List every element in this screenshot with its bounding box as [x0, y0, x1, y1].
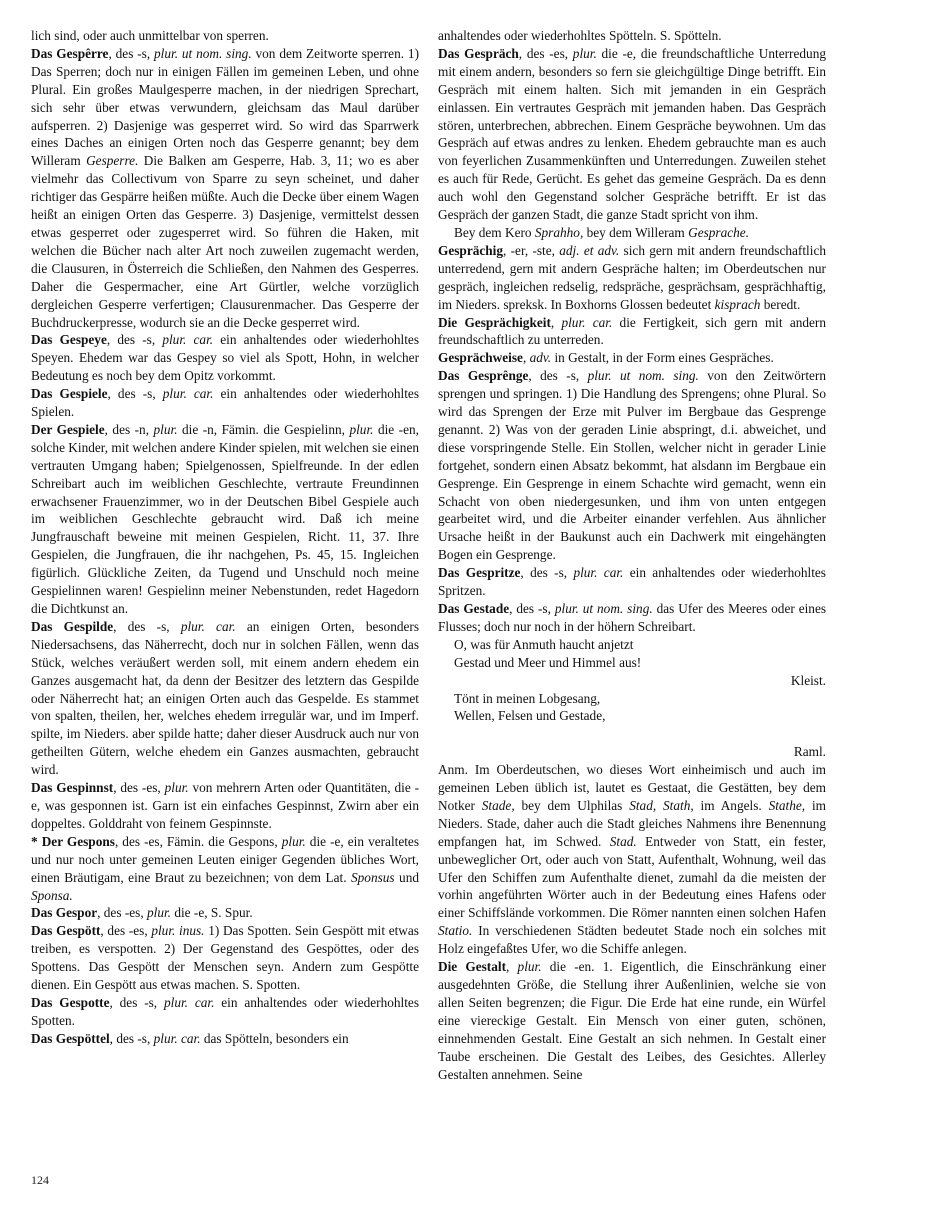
- entry-gespraechig: Gesprächig, -er, -ste, adj. et adv. sich gern mit andern freundschaftlich unterredend, gern mit andern Gespräche halten; im Oberdeutschen nur gespräch, ingleichen redselig, redspräche, gesprächsam, gesprächhaftig, im Nieders. spreksk. In Boxhorns Glossen bedeutet kisprach beredt.: [438, 242, 826, 312]
- entry-gespinnst: Das Gespinnst, des -es, plur. von mehrern Arten oder Quantitäten, die -e, was gesponnen ist. Garn ist ein einfaches Gespinnst, Zwirn aber ein doppeltes. Golddraht von feinem Gespinnste.: [31, 780, 419, 831]
- entry-gespeye: Das Gespeye, des -s, plur. car. ein anhaltendes oder wiederhohltes Speyen. Ehedem war das Gespey so viel als Spott, Hohn, in welcher Bedeutung es noch bey dem Opitz vorkommt.: [31, 332, 419, 384]
- entry-gespraechigkeit: Die Gesprächigkeit, plur. car. die Fertigkeit, sich gern mit andern freundschaftlich zu unterreden.: [438, 314, 826, 348]
- continued-text: lich sind, oder auch unmittelbar von sperren.: [31, 28, 269, 43]
- entry-gespiele-person: Der Gespiele, des -n, plur. die -n, Fämin. die Gespielinn, plur. die -en, solche Kinder, mit welchen andere Kinder spielen, mit welchen sie einen vertrauten Umgang haben; Spielgenossen, Spielfreunde. In der edlen Schreibart auch im weiblichen Geschlechte, vertraute Freundinnen erwachsener Frauenzimmer, wo in der Deutschen Bibel Gespiele auch im weiblichen Geschlechte gebraucht wird. Daß ich meine Jungfrauschaft beweine mit meinen Gespielen, Richt. 11, 37. Ihre Gespielen, die Jungfrauen, die ihr nachgehen, Ps. 45, 15. Ingleichen figürlich. Glückliche Zeiten, da Tugend und Unschuld noch meine Gespielinnen waren! Gespielinn meiner Nebenstunden, redet Hagedorn die Dichtkunst an.: [31, 421, 419, 616]
- entry-gestalt: Die Gestalt, plur. die -en. 1. Eigentlich, die Einschränkung einer ausgedehnten Größe, die Stellung ihrer Außenlinien, welche sie von allen Seiten begrenzen; die Figur. Die Erde hat eine runde, ein Würfel eine viereckige Gestalt. Ein Mensch von einer guten, schönen, einnehmenden Gestalt. Eine Gestalt an sich nehmen. In Gestalt einer Taube erscheinen. Die Gestalt des Leibes, des Gesichtes. Allerley Gestalten annehmen. Seine: [438, 959, 826, 1082]
- verse-line: Gestad und Meer und Himmel aus!: [454, 654, 642, 670]
- entry-gespraech: Das Gespräch, des -es, plur. die -e, die freundschaftliche Unterredung mit einem andern, besonders so fern sie gleichgültige Dinge betrifft. Ein Gespräch mit einem halten. Sich mit jemanden in ein Gespräch einlassen. Ein vertrautes Gespräch mit jemanden haben. Das Gespräch stören, unterbrechen, abbrechen. Einem Gespräche beywohnen. Um das Gespräch auf etwas andres zu lenken. Ehedem gebrauchte man es auch von feyerlichen Zusammenkünften und Unterredungen. Zuweilen stehet es auch für Rede, Gerücht. Es gehet das gemeine Gespräch. Da es denn auch wohl den Gegenstand solcher Gespräche betrifft. Er ist das Gespräch der ganzen Stadt, die ganze Stadt spricht von ihm.: [438, 45, 826, 223]
- headword: Das Gespilde: [31, 618, 114, 634]
- headword: Das Gespor: [31, 905, 98, 921]
- entry-gespoett: Das Gespött, des -es, plur. inus. 1) Das Spotten. Sein Gespött mit etwas treiben, es verspotten. 2) Der Gegenstand des Gespöttes, oder des Spottens. Das Gespött der Menschen seyn. Andern zum Gespötte dienen. Ein Gespött aus etwas machen. S. Spotten.: [31, 923, 419, 993]
- entry-gespons: * Der Gespons, des -es, Fämin. die Gespons, plur. die -e, ein veraltetes und nur noch unter gemeinen Leuten einiger Gegenden übliches Wort, einen Bräutigam, eine Braut zu bezeichnen; von dem Lat. Sponsus und Sponsa.: [31, 833, 419, 903]
- headword: Gesprächweise: [438, 350, 523, 366]
- headword: Die Gesprächigkeit: [438, 314, 551, 330]
- entry-gespoettel: Das Gespöttel, des -s, plur. car. das Spötteln, besonders ein: [31, 1030, 349, 1046]
- headword: Das Gespritze: [438, 565, 521, 581]
- headword: Das Gespräch: [438, 45, 519, 61]
- headword: Das Gespöttel: [31, 1030, 110, 1046]
- entry-gesprenge: Das Gesprênge, des -s, plur. ut nom. sing. von den Zeitwörtern sprengen und springen. 1) Die Handlung des Sprengens; ohne Plural. So wird das Sprengen der Erze mit Pulver im Bergbaue das Gesprenge genannt. 2) Was von der geraden Linie abspringt, d.i. abweichet, und diese vorspringende Stelle. Ein Stollen, welcher nicht in gerader Linie fortgehet, sondern einen Absatz bekommt, hat alsdann im Bergbaue ein Gesprenge. Ein Gesprenge in einem Schachte wird gemacht, wenn ein Schacht von oben niedergesunken, und ihm von unten entgegen gearbeitet wird, und die Arbeiter einander verfehlen. Aus ähnlicher Ursache heißt in der Baukunst auch ein Dachwerk mit eingehängten Bogen ein Gesprenge.: [438, 368, 826, 563]
- headword: Das Gespotte: [31, 994, 110, 1010]
- headword: Das Gespêrre: [31, 45, 109, 61]
- headword: Das Gespinnst: [31, 780, 114, 796]
- entry-gespor: Das Gespor, des -es, plur. die -e, S. Spur.: [31, 905, 253, 921]
- entry-gestade: Das Gestade, des -s, plur. ut nom. sing. das Ufer des Meeres oder eines Flusses; doch nur noch in der höhern Schreibart.: [438, 601, 826, 634]
- page-number: 124: [31, 1173, 49, 1187]
- quote-attribution: Kleist.: [790, 672, 826, 688]
- etymology-note: Bey dem Kero Sprahho, bey dem Willeram Gesprache.: [454, 224, 750, 240]
- verse-line: Tönt in meinen Lobgesang,: [454, 690, 601, 706]
- headword: Das Gespött: [31, 923, 101, 939]
- headword: * Der Gespons: [31, 833, 115, 849]
- headword: Die Gestalt: [438, 959, 507, 975]
- verse-line: Wellen, Felsen und Gestade,: [454, 708, 606, 724]
- entry-gespiele-spielen: Das Gespiele, des -s, plur. car. ein anhaltendes oder wiederhohltes Spielen.: [31, 386, 419, 420]
- headword: Das Gesprênge: [438, 368, 529, 384]
- headword: Das Gespiele: [31, 386, 108, 402]
- headword: Das Gestade: [438, 601, 510, 616]
- continued-text: anhaltendes oder wiederhohltes Spötteln. S. Spötteln.: [438, 28, 722, 43]
- headword: Das Gespeye: [31, 332, 107, 348]
- entry-gespraechweise: Gesprächweise, adv. in Gestalt, in der Form eines Gespräches.: [438, 350, 774, 366]
- quote-attribution: Raml.: [793, 744, 826, 760]
- right-column: [438, 27, 826, 1177]
- headword: Der Gespiele: [31, 421, 105, 437]
- verse-line: O, was für Anmuth haucht anjetzt: [454, 636, 634, 652]
- left-column: [31, 27, 419, 1177]
- entry-gespotte: Das Gespotte, des -s, plur. car. ein anhaltendes oder wiederhohltes Spotten.: [31, 994, 419, 1028]
- annotation: Anm. Im Oberdeutschen, wo dieses Wort einheimisch und auch im gemeinen Leben üblich ist, lautet es Gestaat, die Gestätten, bey dem Notker Stade, bey dem Ulphilas Stad, Stath, im Angels. Stathe, im Nieders. Stade, daher auch die Stadt gleiches Nahmens ihre Benennung empfangen hat, im Schwed. Stad. Entweder von Statt, ein fester, unbeweglicher Ort, oder auch von Statt, Aufenthalt, Wohnung, weil das Ufer den Schiffen zum Aufenthalte dienet, zumahl da die meisten der vorhin angeführten Wörter auch in der Bedeutung eines Hafens oder einer Schiffslände vorkommen. Die Römer nannten einen solchen Hafen Statio. In verschiedenen Städten bedeutet Stade noch ein solches mit Holz eingefaßtes Ufer, wo die Schiffe anlegen.: [438, 762, 826, 957]
- entry-gespritze: Das Gespritze, des -s, plur. car. ein anhaltendes oder wiederhohltes Spritzen.: [438, 565, 826, 599]
- entry-gesperre: Das Gespêrre, des -s, plur. ut nom. sing. von dem Zeitworte sperren. 1) Das Sperren; doch nur in einigen Fällen im gemeinen Leben, und ohne Plural. Ein großes Maulgesperre machen, in der niedrigen Sprechart, sich sehr über etwas verwundern, gleichsam das Maul darüber aufsperren. 2) Dasjenige was gesperret wird. So wird das Sparrwerk eines Daches an einigen Orten noch das Gesperre genannt; bey dem Willeram Gesperre. Die Balken am Gesperre, Hab. 3, 11; wo es aber vielmehr das Collectivum von Sparre zu seyn scheinet, und daher richtiger das Gespärre heißen müßte. Auch die Decke über einem Wagen heißt an einigen Orten das Gesperre. 3) Dasjenige, vermittelst dessen etwas gesperret oder zugesperret wird. So führen die Haken, mit welchen die Bücher nach alter Art noch zuweilen zugemacht werden, die Clausuren, in Österreich die Schließen, den Nahmen des Gesperres. Daher die Gespermacher, eine Art Gürtler, welche vorzüglich dergleichen Gesperre verfertigen; Clausurenmacher. Das Gesperre der Buchdruckerpresse, wodurch sie an die Decke gesperret wird.: [31, 45, 419, 330]
- spacer: [438, 725, 826, 743]
- entry-gespilde: Das Gespilde, des -s, plur. car. an einigen Orten, besonders Niedersachsens, das Näherrecht, doch nur in solchen Fällen, wenn das Stück, welches veräußert werden soll, mit einem andern ehedem ein Ganzes ausgemacht hat, da denn der Besitzer des letztern das Gespilde oder Näherrecht hat; an einigen Orten auch das Gespelde. Es stammet von spalten, theilen, her, welches ehedem irregulär war, und im Imperf. spilte, im Nieders. aber spilde hatte; daher dieser Ausdruck auch nur von getheilten Gütern, welche ehedem ein Ganzes ausmachten, gebraucht wird.: [31, 618, 419, 778]
- headword: Gesprächig: [438, 242, 504, 258]
